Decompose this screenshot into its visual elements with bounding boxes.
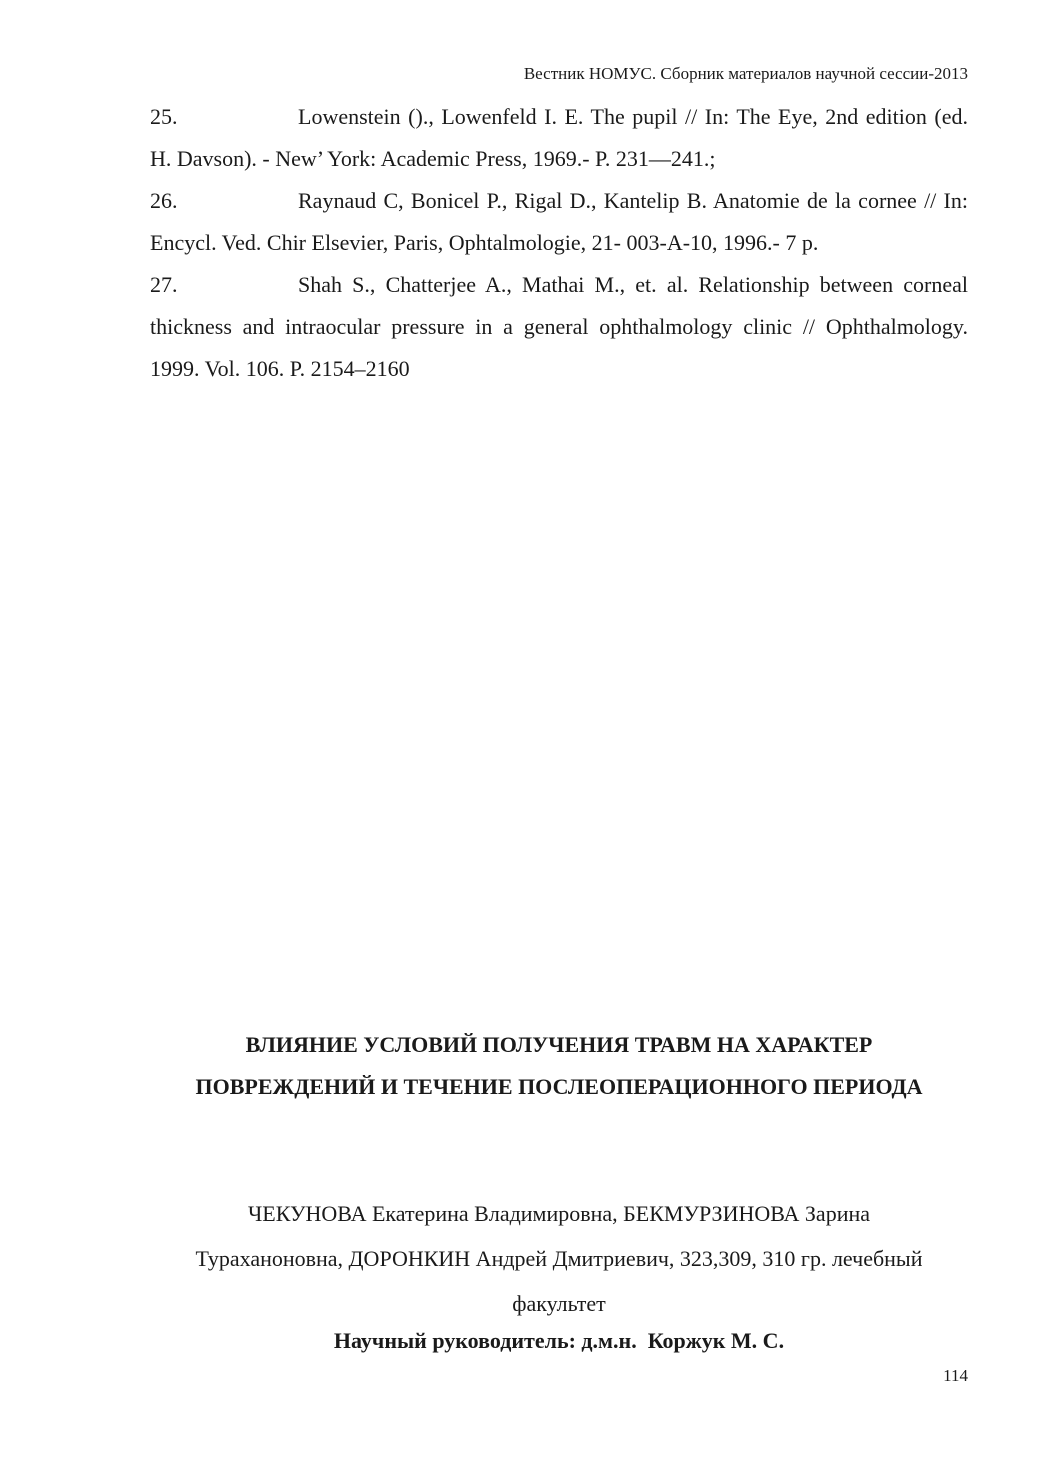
article-authors bbox=[130, 1191, 988, 1326]
reference-number: 26. bbox=[150, 188, 178, 213]
scientific-supervisor: Научный руководитель: д.м.н. Коржук М. С. bbox=[333, 1328, 785, 1353]
reference-list bbox=[150, 96, 968, 390]
running-header: Вестник НОМУС. Сборник материалов научной сессии-2013 bbox=[523, 64, 968, 83]
authors-line: факультет bbox=[512, 1291, 606, 1316]
reference-number: 25. bbox=[150, 104, 178, 129]
reference-text: Raynaud C, Bonicel P., Rigal D., Kantelip B. Anatomie de la cornee // In: Encycl. Ved. Chir Elsevier, Paris, Ophtalmologie, 21- 003-A-10, 1996.- 7 p. bbox=[150, 188, 968, 255]
reference-item bbox=[150, 96, 968, 180]
article-title bbox=[100, 1024, 1018, 1108]
article-title-line: ПОВРЕЖДЕНИЙ И ТЕЧЕНИЕ ПОСЛЕОПЕРАЦИОННОГО ПЕРИОДА bbox=[195, 1074, 923, 1099]
reference-item bbox=[150, 180, 968, 264]
authors-line: Тураханоновна, ДОРОНКИН Андрей Дмитриевич, 323,309, 310 гр. лечебный bbox=[195, 1246, 923, 1271]
article-title-line: ВЛИЯНИЕ УСЛОВИЙ ПОЛУЧЕНИЯ ТРАВМ НА ХАРАКТЕР bbox=[245, 1032, 873, 1057]
reference-text: Shah S., Chatterjee A., Mathai M., et. al. Relationship between corneal thickness and intraocular pressure in a general ophthalmology clinic // Ophthalmology. 1999. Vol. 106. P. 2154–2160 bbox=[150, 272, 968, 381]
reference-number: 27. bbox=[150, 272, 178, 297]
reference-text: Lowenstein ()., Lowenfeld I. E. The pupil // In: The Eye, 2nd edition (ed. H. Davson). - New’ York: Academic Press, 1969.- P. 231—241.; bbox=[150, 104, 968, 171]
authors-line: ЧЕКУНОВА Екатерина Владимировна, БЕКМУРЗИНОВА Зарина bbox=[247, 1201, 871, 1226]
page-number: 114 bbox=[943, 1366, 968, 1385]
reference-item bbox=[150, 264, 968, 390]
